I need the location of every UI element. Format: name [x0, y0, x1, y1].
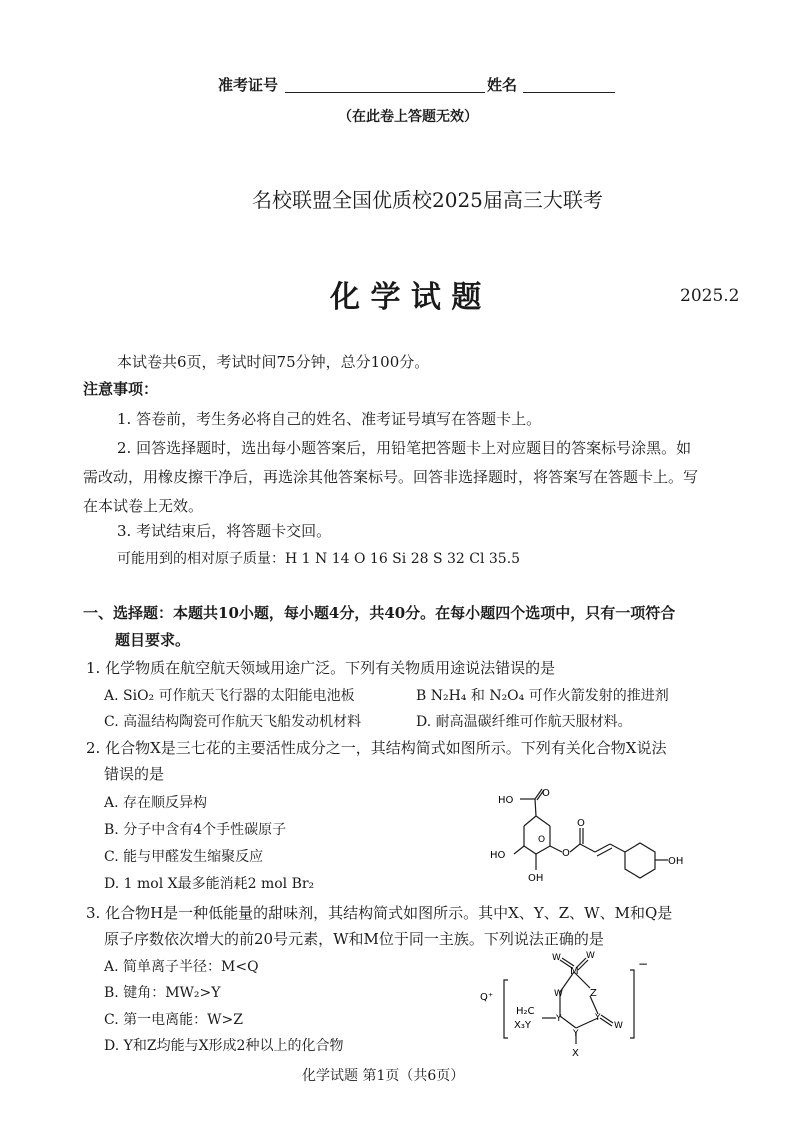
note-3: 3. 考试结束后，将答题卡交回。: [117, 522, 332, 540]
q3-label-y3: Y: [573, 1029, 579, 1039]
q1-option-c: C. 高温结构陶瓷可作航天飞船发动机材料: [104, 714, 362, 730]
q1-option-a: A. SiO₂ 可作航天飞行器的太阳能电池板: [104, 688, 355, 704]
section1-heading-line-1: 一、选择题：本题共10小题，每小题4分，共40分。在每小题四个选项中，只有一项符合: [83, 604, 676, 622]
intro-summary: 本试卷共6页，考试时间75分钟，总分100分。: [117, 353, 430, 371]
q3-label-x3y: X₃Y: [514, 1020, 531, 1031]
q3-option-d: D. Y和Z均能与X形成2种以上的化合物: [104, 1038, 344, 1054]
q3-label-q-plus: Q⁺: [480, 992, 494, 1003]
invalid-note: （在此卷上答题无效）: [338, 109, 478, 125]
q2-option-b: B. 分子中含有4个手性碳原子: [104, 822, 287, 838]
q3-label-x: X: [572, 1048, 579, 1059]
q2-label-hoo: HO: [498, 795, 514, 806]
atomic-masses: 可能用到的相对原子质量：H 1 N 14 O 16 Si 28 S 32 Cl 35.5: [117, 551, 521, 567]
note-2-line-3: 在本试卷上无效。: [83, 497, 204, 515]
union-title: 名校联盟全国优质校2025届高三大联考: [252, 188, 603, 212]
subject-title: 化 学 试 题: [330, 280, 482, 315]
q2-option-a: A. 存在顺反异构: [104, 795, 208, 811]
notes-heading: 注意事项：: [83, 380, 159, 398]
q3-option-c: C. 第一电离能：W>Z: [104, 1012, 243, 1028]
q2-option-c: C. 能与甲醛发生缩聚反应: [104, 849, 264, 865]
q3-label-y1: Y: [556, 1014, 562, 1024]
q1-option-b: B N₂H₄ 和 N₂O₄ 可作火箭发射的推进剂: [416, 688, 669, 704]
q3-option-a: A. 简单离子半径：M<Q: [104, 959, 259, 975]
q3-label-w1: W: [552, 953, 561, 963]
q3-label-m: M: [570, 966, 579, 977]
exam-date: 2025.2: [680, 286, 740, 306]
note-1: 1. 答卷前，考生务必将自己的姓名、准考证号填写在答题卡上。: [117, 410, 542, 428]
q3-label-y2: Y: [595, 1013, 601, 1023]
exam-id-label: 准考证号: [218, 76, 279, 94]
q2-label-oh-bottom: OH: [528, 873, 544, 884]
q2-label-ho-left: HO: [490, 850, 506, 861]
q3-label-h2c: H₂C: [516, 1006, 535, 1017]
q3-label-z: Z: [590, 988, 597, 999]
q2-option-d: D. 1 mol X最多能消耗2 mol Br₂: [104, 876, 315, 892]
q1-stem: 1. 化学物质在航空航天领域用途广泛。下列有关物质用途说法错误的是: [86, 659, 556, 677]
q3-label-w3: W: [554, 989, 563, 999]
q3-option-b: B. 键角：MW₂>Y: [104, 985, 221, 1001]
q2-label-o-carbonyl: O: [577, 818, 585, 829]
q2-stem-line-2: 错误的是: [104, 765, 165, 783]
q3-label-charge: −: [638, 957, 649, 971]
page-footer: 化学试题 第1页（共6页）: [302, 1068, 465, 1084]
name-field[interactable]: [523, 74, 615, 93]
q2-label-o-top: O: [542, 788, 550, 799]
q3-stem-line-2: 原子序数依次增大的前20号元素，W和M位于同一主族。下列说法正确的是: [104, 930, 604, 948]
q2-label-o-ester: O: [562, 848, 570, 859]
note-2-line-2: 需改动，用橡皮擦干净后，再选涂其他答案标号。回答非选择题时，将答案写在答题卡上。写: [83, 468, 699, 486]
q2-stem-line-1: 2. 化合物X是三七花的主要活性成分之一，其结构简式如图所示。下列有关化合物X说法: [86, 739, 667, 757]
q3-label-w2: W: [586, 951, 595, 961]
q3-stem-line-1: 3. 化合物H是一种低能量的甜味剂，其结构简式如图所示。其中X、Y、Z、W、M和Q是: [86, 904, 673, 922]
q2-label-oh-right: OH: [668, 856, 684, 867]
section1-heading-line-2: 题目要求。: [115, 631, 191, 649]
q3-label-w4: W: [614, 1021, 623, 1031]
q2-structure-diagram: [490, 786, 700, 886]
name-label: 姓名: [487, 76, 518, 94]
q1-option-d: D. 耐高温碳纤维可作航天服材料。: [416, 714, 632, 730]
q2-label-o-ring: O: [538, 835, 546, 845]
q3-structure-diagram: [480, 948, 660, 1063]
note-2-line-1: 2. 回答选择题时，选出每小题答案后，用铅笔把答题卡上对应题目的答案标号涂黑。如: [117, 439, 692, 457]
exam-id-field[interactable]: [285, 74, 485, 93]
